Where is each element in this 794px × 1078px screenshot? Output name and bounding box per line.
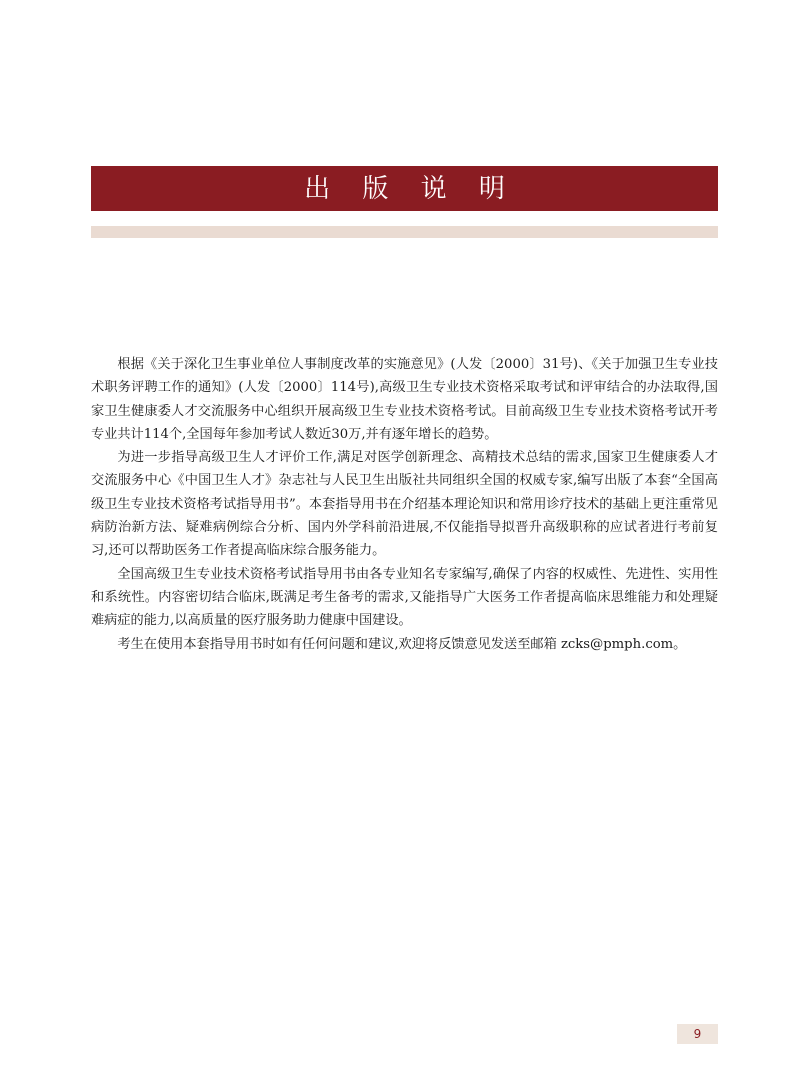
title-banner — [91, 166, 718, 211]
paragraph-4: 考生在使用本套指导用书时如有任何问题和建议,欢迎将反馈意见发送至邮箱 zcks@pmph.com。 — [117, 636, 687, 652]
paragraph-2: 为进一步指导高级卫生人才评价工作,满足对医学创新理念、高精技术总结的需求,国家卫生健康委人才交流服务中心《中国卫生人才》杂志社与人民卫生出版社共同组织全国的权威专家,编写出版了本套“全国高级卫生专业技术资格考试指导用书”。本套指导用书在介绍基本理论知识和常用诊疗技术的基础上更注重常见病防治新方法、疑难病例综合分析、国内外学科前沿进展,不仅能指导拟晋升高级职称的应试者进行考前复习,还可以帮助医务工作者提高临床综合服务能力。 — [91, 450, 718, 559]
title-underline-strip — [91, 226, 718, 238]
page-title: 出 版 说 明 — [304, 173, 517, 204]
page-number-box — [677, 1024, 718, 1044]
paragraph-1: 根据《关于深化卫生事业单位人事制度改革的实施意见》(人发〔2000〕31号)、《关于加强卫生专业技术职务评聘工作的通知》(人发〔2000〕114号),高级卫生专业技术资格采取考试和评审结合的办法取得,国家卫生健康委人才交流服务中心组织开展高级卫生专业技术资格考试。目前高级卫生专业技术资格考试开考专业共计114个,全国每年参加考试人数近30万,并有逐年增长的趋势。 — [91, 357, 718, 442]
body-text — [91, 353, 718, 656]
paragraph-3: 全国高级卫生专业技术资格考试指导用书由各专业知名专家编写,确保了内容的权威性、先进性、实用性和系统性。内容密切结合临床,既满足考生备考的需求,又能指导广大医务工作者提高临床思维能力和处理疑难病症的能力,以高质量的医疗服务助力健康中国建设。 — [91, 566, 718, 629]
page-number: 9 — [693, 1027, 702, 1041]
